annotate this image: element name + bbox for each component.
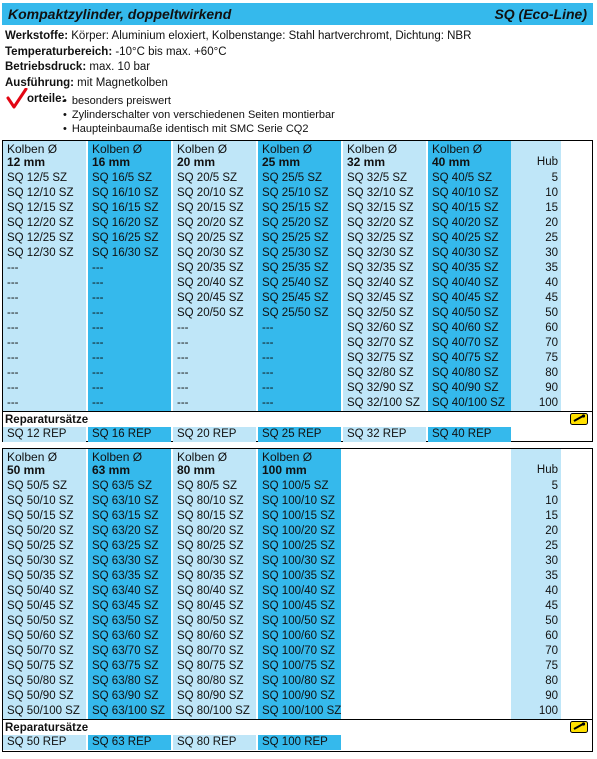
table-cell: --- bbox=[262, 322, 274, 334]
table-cell: SQ 63/5 SZ bbox=[92, 480, 153, 492]
table-cell: --- bbox=[262, 397, 274, 409]
table-cell: SQ 25/20 SZ bbox=[262, 217, 329, 229]
table-cell: SQ 16/5 SZ bbox=[92, 172, 153, 184]
product-table-large bbox=[2, 448, 593, 752]
column-header-label: Kolben Ø bbox=[262, 450, 313, 464]
repair-cell: SQ 63 REP bbox=[88, 735, 171, 750]
column-header-label: Kolben Ø bbox=[7, 450, 58, 464]
table-cell: SQ 80/90 SZ bbox=[177, 690, 244, 702]
hub-cell: 5 bbox=[551, 480, 558, 492]
repair-row bbox=[3, 411, 592, 443]
size-column bbox=[88, 141, 171, 411]
column-header-size: 20 mm bbox=[177, 155, 216, 169]
table-cell: SQ 63/80 SZ bbox=[92, 675, 159, 687]
table-cell: SQ 12/20 SZ bbox=[7, 217, 74, 229]
table-cell: SQ 20/35 SZ bbox=[177, 262, 244, 274]
repair-cell: SQ 20 REP bbox=[173, 427, 256, 442]
product-table-small bbox=[2, 140, 593, 442]
table-cell: SQ 100/40 SZ bbox=[262, 585, 335, 597]
column-header bbox=[173, 449, 256, 479]
table-cell: --- bbox=[177, 337, 189, 349]
table-cell: SQ 40/25 SZ bbox=[432, 232, 499, 244]
hub-cell: 50 bbox=[545, 615, 558, 627]
table-cell: SQ 100/60 SZ bbox=[262, 630, 335, 642]
table-cell: SQ 32/75 SZ bbox=[347, 352, 414, 364]
hub-cell: 35 bbox=[545, 570, 558, 582]
column-header-size: 50 mm bbox=[7, 463, 46, 477]
table-cell: SQ 100/75 SZ bbox=[262, 660, 335, 672]
table-cell: --- bbox=[177, 397, 189, 409]
table-cell: --- bbox=[262, 367, 274, 379]
repair-cells bbox=[3, 735, 592, 751]
hub-cell: 10 bbox=[545, 187, 558, 199]
hub-cell: 30 bbox=[545, 247, 558, 259]
list-item: • besonders preiswert bbox=[63, 94, 335, 108]
hub-cell: 30 bbox=[545, 555, 558, 567]
table-cell: SQ 25/45 SZ bbox=[262, 292, 329, 304]
table-cell: --- bbox=[7, 292, 19, 304]
table-cell: SQ 25/40 SZ bbox=[262, 277, 329, 289]
table-cell: --- bbox=[177, 352, 189, 364]
table-cell: SQ 80/35 SZ bbox=[177, 570, 244, 582]
checkmark-icon bbox=[6, 88, 28, 110]
column-header-size: 12 mm bbox=[7, 155, 46, 169]
hub-cell: 20 bbox=[545, 217, 558, 229]
hub-cell: 60 bbox=[545, 630, 558, 642]
column-header-label: Kolben Ø bbox=[347, 142, 398, 156]
size-column bbox=[173, 141, 256, 411]
table-cell: --- bbox=[177, 322, 189, 334]
table-cell: SQ 25/35 SZ bbox=[262, 262, 329, 274]
column-header bbox=[88, 449, 171, 479]
table-cell: SQ 16/15 SZ bbox=[92, 202, 159, 214]
table-cell: SQ 50/35 SZ bbox=[7, 570, 74, 582]
column-header-label: Kolben Ø bbox=[177, 450, 228, 464]
table-cell: --- bbox=[7, 397, 19, 409]
spec-label: Werkstoffe: bbox=[5, 30, 69, 42]
table-cell: --- bbox=[7, 352, 19, 364]
hub-cell: 60 bbox=[545, 322, 558, 334]
table-cell: SQ 50/60 SZ bbox=[7, 630, 74, 642]
hub-column bbox=[511, 141, 561, 411]
spec-line bbox=[5, 29, 471, 45]
table-cell: SQ 25/30 SZ bbox=[262, 247, 329, 259]
hub-cell: 15 bbox=[545, 202, 558, 214]
table-cell: SQ 12/15 SZ bbox=[7, 202, 74, 214]
hub-cell: 75 bbox=[545, 352, 558, 364]
hub-cell: 80 bbox=[545, 675, 558, 687]
table-cell: SQ 100/35 SZ bbox=[262, 570, 335, 582]
repair-label: Reparatursätze bbox=[3, 719, 592, 735]
table-cell: SQ 80/75 SZ bbox=[177, 660, 244, 672]
table-cell: --- bbox=[92, 262, 104, 274]
table-cell: SQ 50/90 SZ bbox=[7, 690, 74, 702]
table-cell: SQ 100/30 SZ bbox=[262, 555, 335, 567]
table-cell: SQ 20/30 SZ bbox=[177, 247, 244, 259]
column-header-label: Kolben Ø bbox=[177, 142, 228, 156]
column-header bbox=[3, 449, 86, 479]
table-cell: SQ 80/5 SZ bbox=[177, 480, 238, 492]
spec-line bbox=[5, 60, 471, 76]
column-header bbox=[258, 449, 341, 479]
table-cell: SQ 40/100 SZ bbox=[432, 397, 505, 409]
table-cell: SQ 32/45 SZ bbox=[347, 292, 414, 304]
repair-cell: SQ 25 REP bbox=[258, 427, 341, 442]
column-header-size: 80 mm bbox=[177, 463, 216, 477]
table-cell: SQ 32/40 SZ bbox=[347, 277, 414, 289]
table-cell: SQ 80/45 SZ bbox=[177, 600, 244, 612]
table-cell: SQ 20/45 SZ bbox=[177, 292, 244, 304]
table-cell: SQ 32/90 SZ bbox=[347, 382, 414, 394]
title-bar bbox=[2, 3, 593, 25]
table-cell: SQ 63/75 SZ bbox=[92, 660, 159, 672]
table-cell: SQ 32/60 SZ bbox=[347, 322, 414, 334]
table-cell: SQ 63/15 SZ bbox=[92, 510, 159, 522]
table-cell: SQ 63/60 SZ bbox=[92, 630, 159, 642]
repair-cell: SQ 32 REP bbox=[343, 427, 426, 442]
table-cell: SQ 32/100 SZ bbox=[347, 397, 420, 409]
table-cell: SQ 100/70 SZ bbox=[262, 645, 335, 657]
hub-header: Hub bbox=[536, 156, 558, 168]
series-label: SQ (Eco-Line) bbox=[494, 6, 587, 22]
vorteile-label: orteile: bbox=[27, 93, 66, 105]
repair-row bbox=[3, 719, 592, 751]
table-cell: SQ 50/20 SZ bbox=[7, 525, 74, 537]
table-cell: SQ 63/40 SZ bbox=[92, 585, 159, 597]
table-cell: SQ 63/70 SZ bbox=[92, 645, 159, 657]
table-cell: SQ 25/10 SZ bbox=[262, 187, 329, 199]
table-cell: SQ 20/20 SZ bbox=[177, 217, 244, 229]
table-cell: SQ 40/10 SZ bbox=[432, 187, 499, 199]
table-cell: SQ 20/10 SZ bbox=[177, 187, 244, 199]
table-cell: --- bbox=[7, 322, 19, 334]
table-cell: --- bbox=[7, 307, 19, 319]
table-cell: --- bbox=[92, 292, 104, 304]
column-header bbox=[88, 141, 171, 171]
table-cell: SQ 80/70 SZ bbox=[177, 645, 244, 657]
column-header-size: 63 mm bbox=[92, 463, 131, 477]
table-cell: SQ 100/45 SZ bbox=[262, 600, 335, 612]
hub-cell: 25 bbox=[545, 232, 558, 244]
column-header-size: 32 mm bbox=[347, 155, 386, 169]
table-cell: SQ 40/60 SZ bbox=[432, 322, 499, 334]
table-cell: SQ 50/80 SZ bbox=[7, 675, 74, 687]
table-cell: SQ 40/30 SZ bbox=[432, 247, 499, 259]
table-cell: --- bbox=[92, 382, 104, 394]
table-cell: --- bbox=[262, 382, 274, 394]
hub-cell: 70 bbox=[545, 337, 558, 349]
table-cell: SQ 40/50 SZ bbox=[432, 307, 499, 319]
table-cell: SQ 40/5 SZ bbox=[432, 172, 493, 184]
table-cell: SQ 63/45 SZ bbox=[92, 600, 159, 612]
table-cell: SQ 40/35 SZ bbox=[432, 262, 499, 274]
table-cell: SQ 50/50 SZ bbox=[7, 615, 74, 627]
table-cell: --- bbox=[177, 367, 189, 379]
column-header bbox=[173, 141, 256, 171]
table-cell: SQ 32/25 SZ bbox=[347, 232, 414, 244]
table-cell: SQ 25/25 SZ bbox=[262, 232, 329, 244]
table-cell: SQ 50/40 SZ bbox=[7, 585, 74, 597]
table-cell: SQ 80/30 SZ bbox=[177, 555, 244, 567]
repair-cell: SQ 100 REP bbox=[258, 735, 341, 750]
table-cell: SQ 32/15 SZ bbox=[347, 202, 414, 214]
column-header bbox=[258, 141, 341, 171]
table-cell: SQ 40/20 SZ bbox=[432, 217, 499, 229]
table-cell: SQ 80/20 SZ bbox=[177, 525, 244, 537]
table-cell: SQ 12/10 SZ bbox=[7, 187, 74, 199]
table-cell: SQ 20/15 SZ bbox=[177, 202, 244, 214]
column-header-size: 40 mm bbox=[432, 155, 471, 169]
table-cell: SQ 12/30 SZ bbox=[7, 247, 74, 259]
spec-label: Betriebsdruck: bbox=[5, 61, 87, 73]
table-cell: SQ 63/100 SZ bbox=[92, 705, 165, 717]
spec-value: mit Magnetkolben bbox=[73, 76, 168, 89]
table-cell: --- bbox=[7, 367, 19, 379]
table-cell: SQ 100/15 SZ bbox=[262, 510, 335, 522]
table-cell: SQ 63/50 SZ bbox=[92, 615, 159, 627]
hub-cell: 90 bbox=[545, 382, 558, 394]
table-cell: SQ 25/5 SZ bbox=[262, 172, 323, 184]
table-cell: SQ 100/10 SZ bbox=[262, 495, 335, 507]
table-cell: SQ 50/10 SZ bbox=[7, 495, 74, 507]
table-cell: SQ 100/50 SZ bbox=[262, 615, 335, 627]
table-cell: SQ 100/25 SZ bbox=[262, 540, 335, 552]
table-cell: SQ 32/35 SZ bbox=[347, 262, 414, 274]
table-cell: SQ 40/15 SZ bbox=[432, 202, 499, 214]
size-column bbox=[258, 141, 341, 411]
list-item: • Zylinderschalter von verschiedenen Seiten montierbar bbox=[63, 108, 335, 122]
size-column bbox=[3, 449, 86, 719]
table-cell: SQ 40/75 SZ bbox=[432, 352, 499, 364]
repair-cells bbox=[3, 427, 592, 443]
hub-cell: 100 bbox=[538, 705, 558, 717]
hub-cell: 35 bbox=[545, 262, 558, 274]
table-cell: SQ 80/60 SZ bbox=[177, 630, 244, 642]
table-cell: --- bbox=[7, 337, 19, 349]
table-cell: SQ 80/15 SZ bbox=[177, 510, 244, 522]
repair-kit-icon bbox=[570, 721, 588, 733]
table-cell: SQ 40/45 SZ bbox=[432, 292, 499, 304]
table-cell: SQ 32/80 SZ bbox=[347, 367, 414, 379]
hub-cell: 80 bbox=[545, 367, 558, 379]
column-header-label: Kolben Ø bbox=[262, 142, 313, 156]
table-cell: SQ 50/45 SZ bbox=[7, 600, 74, 612]
repair-cell: SQ 40 REP bbox=[428, 427, 511, 442]
table-cell: --- bbox=[262, 352, 274, 364]
table-cell: --- bbox=[92, 307, 104, 319]
repair-cell: SQ 80 REP bbox=[173, 735, 256, 750]
column-header-size: 16 mm bbox=[92, 155, 131, 169]
spec-line bbox=[5, 45, 471, 61]
table-cell: SQ 32/5 SZ bbox=[347, 172, 408, 184]
column-header-label: Kolben Ø bbox=[92, 450, 143, 464]
table-cell: SQ 80/100 SZ bbox=[177, 705, 250, 717]
size-column bbox=[173, 449, 256, 719]
hub-cell: 70 bbox=[545, 645, 558, 657]
hub-cell: 40 bbox=[545, 585, 558, 597]
table-cell: SQ 80/50 SZ bbox=[177, 615, 244, 627]
hub-cell: 100 bbox=[538, 397, 558, 409]
hub-cell: 45 bbox=[545, 292, 558, 304]
hub-cell: 75 bbox=[545, 660, 558, 672]
table-cell: --- bbox=[92, 322, 104, 334]
table-cell: --- bbox=[92, 337, 104, 349]
repair-cell: SQ 50 REP bbox=[3, 735, 86, 750]
table-cell: SQ 50/5 SZ bbox=[7, 480, 68, 492]
table-cell: SQ 20/40 SZ bbox=[177, 277, 244, 289]
column-header bbox=[343, 141, 426, 171]
table-cell: SQ 50/100 SZ bbox=[7, 705, 80, 717]
table-cell: --- bbox=[177, 382, 189, 394]
hub-header: Hub bbox=[536, 464, 558, 476]
repair-kit-icon bbox=[570, 413, 588, 425]
table-cell: SQ 40/40 SZ bbox=[432, 277, 499, 289]
table-cell: SQ 40/80 SZ bbox=[432, 367, 499, 379]
table-cell: SQ 100/5 SZ bbox=[262, 480, 329, 492]
table-cell: SQ 40/70 SZ bbox=[432, 337, 499, 349]
spec-value: -10°C bis max. +60°C bbox=[112, 45, 227, 58]
table-cell: SQ 50/25 SZ bbox=[7, 540, 74, 552]
hub-cell: 5 bbox=[551, 172, 558, 184]
table-cell: --- bbox=[92, 367, 104, 379]
hub-column bbox=[511, 449, 561, 719]
column-header-label: Kolben Ø bbox=[92, 142, 143, 156]
hub-cell: 45 bbox=[545, 600, 558, 612]
spec-value: max. 10 bar bbox=[86, 61, 151, 73]
spec-value: Körper: Aluminium eloxiert, Kolbenstange: Stahl hartverchromt, Dichtung: NBR bbox=[68, 30, 472, 42]
vorteile-list bbox=[63, 94, 335, 136]
table-cell: SQ 63/90 SZ bbox=[92, 690, 159, 702]
table-cell: SQ 16/10 SZ bbox=[92, 187, 159, 199]
table-cell: SQ 50/30 SZ bbox=[7, 555, 74, 567]
table-cell: SQ 25/15 SZ bbox=[262, 202, 329, 214]
table-cell: SQ 63/10 SZ bbox=[92, 495, 159, 507]
table-cell: SQ 50/75 SZ bbox=[7, 660, 74, 672]
table-cell: --- bbox=[7, 382, 19, 394]
table-cell: SQ 32/30 SZ bbox=[347, 247, 414, 259]
table-cell: SQ 50/70 SZ bbox=[7, 645, 74, 657]
hub-cell: 15 bbox=[545, 510, 558, 522]
hub-cell: 40 bbox=[545, 277, 558, 289]
vorteile-block bbox=[6, 88, 406, 138]
table-cell: SQ 100/100 SZ bbox=[262, 705, 342, 717]
hub-cell: 90 bbox=[545, 690, 558, 702]
table-cell: SQ 40/90 SZ bbox=[432, 382, 499, 394]
table-cell: SQ 63/35 SZ bbox=[92, 570, 159, 582]
table-cell: SQ 32/10 SZ bbox=[347, 187, 414, 199]
table-cell: SQ 50/15 SZ bbox=[7, 510, 74, 522]
page-title: Kompaktzylinder, doppeltwirkend bbox=[8, 6, 232, 22]
table-cell: SQ 100/90 SZ bbox=[262, 690, 335, 702]
table-cell: --- bbox=[7, 262, 19, 274]
column-header-size: 25 mm bbox=[262, 155, 301, 169]
hub-cell: 20 bbox=[545, 525, 558, 537]
table-cell: SQ 63/30 SZ bbox=[92, 555, 159, 567]
column-header-size: 100 mm bbox=[262, 463, 307, 477]
table-cell: SQ 80/25 SZ bbox=[177, 540, 244, 552]
size-column bbox=[343, 141, 426, 411]
table-cell: --- bbox=[92, 397, 104, 409]
repair-cell: SQ 12 REP bbox=[3, 427, 86, 442]
table-cell: SQ 32/70 SZ bbox=[347, 337, 414, 349]
table-cell: SQ 12/5 SZ bbox=[7, 172, 68, 184]
size-column bbox=[258, 449, 341, 719]
size-column bbox=[88, 449, 171, 719]
table-cell: SQ 16/30 SZ bbox=[92, 247, 159, 259]
table-cell: SQ 32/20 SZ bbox=[347, 217, 414, 229]
size-column bbox=[3, 141, 86, 411]
table-cell: SQ 100/80 SZ bbox=[262, 675, 335, 687]
table-cell: SQ 16/25 SZ bbox=[92, 232, 159, 244]
spec-label: Temperaturbereich: bbox=[5, 45, 113, 58]
table-cell: SQ 20/25 SZ bbox=[177, 232, 244, 244]
table-cell: SQ 16/20 SZ bbox=[92, 217, 159, 229]
list-item: • Haupteinbaumaße identisch mit SMC Serie CQ2 bbox=[63, 122, 335, 136]
table-cell: SQ 80/10 SZ bbox=[177, 495, 244, 507]
specs-block bbox=[5, 29, 471, 91]
column-header-label: Kolben Ø bbox=[432, 142, 483, 156]
hub-cell: 25 bbox=[545, 540, 558, 552]
table-cell: SQ 20/50 SZ bbox=[177, 307, 244, 319]
table-cell: --- bbox=[92, 352, 104, 364]
repair-cell: SQ 16 REP bbox=[88, 427, 171, 442]
column-header-label: Kolben Ø bbox=[7, 142, 58, 156]
table-cell: SQ 20/5 SZ bbox=[177, 172, 238, 184]
table-cell: SQ 32/50 SZ bbox=[347, 307, 414, 319]
table-cell: --- bbox=[92, 277, 104, 289]
table-cell: --- bbox=[7, 277, 19, 289]
table-cell: SQ 80/80 SZ bbox=[177, 675, 244, 687]
spec-label: Ausführung: bbox=[5, 76, 74, 89]
table-cell: --- bbox=[262, 337, 274, 349]
table-cell: SQ 80/40 SZ bbox=[177, 585, 244, 597]
repair-label: Reparatursätze bbox=[3, 411, 592, 427]
size-column bbox=[428, 141, 511, 411]
table-cell: SQ 63/25 SZ bbox=[92, 540, 159, 552]
table-cell: SQ 100/20 SZ bbox=[262, 525, 335, 537]
hub-cell: 10 bbox=[545, 495, 558, 507]
column-header bbox=[3, 141, 86, 171]
table-cell: SQ 25/50 SZ bbox=[262, 307, 329, 319]
table-cell: SQ 12/25 SZ bbox=[7, 232, 74, 244]
table-cell: SQ 63/20 SZ bbox=[92, 525, 159, 537]
hub-cell: 50 bbox=[545, 307, 558, 319]
column-header bbox=[428, 141, 511, 171]
